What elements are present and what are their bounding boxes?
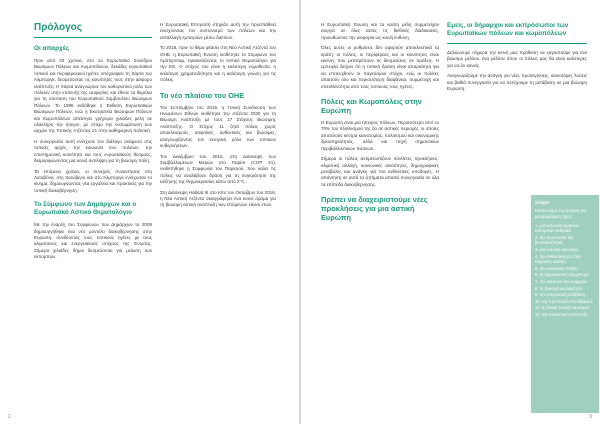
- list-item: 1. μια κοινωνία χαμηλών εκπομπών άνθρακα: [535, 222, 580, 234]
- left-column-1: [34, 0, 152, 265]
- list-item: 11. τη δίκαιη τοπική οικονομία: [535, 305, 589, 311]
- paragraph: Η συνεργασία αυτή ενίσχυσε τον διάλογο ανάμεσα στις τοπικές αρχές, την κοινωνία των πολιτών, την επιστημονική κοινότητα και τους ευρωπαϊκούς θεσμούς, διαμορφώνοντας μια κοινή αντίληψη για τη βιώσιμη πόλη.: [34, 138, 152, 164]
- section-heading: Εμείς, οι δήμαρχοι και εκπρόσωποι των Ευρωπαϊκών πόλεων και κωμοπόλεων: [447, 22, 569, 37]
- paragraph: Τον Δεκέμβριο του 2015, στη Διάσκεψη των Συμβαλλομένων Μερών στο Παρίσι (COP 21), υιοθετήθηκε η Συμφωνία του Παρισιού, που καλεί τις πόλεις να αναλάβουν δράση για τη συγκράτηση της αύξησης της θερμοκρασίας κάτω από 2°C.: [160, 153, 276, 185]
- paragraph: Όλες αυτές οι ρυθμίσεις δεν αφορούν αποκλειστικά τα κράτη: οι πόλεις, οι περιφέρειες και οι κοινότητες είναι εκείνες που μετατρέπουν τις δεσμεύσεις σε πράξεις. Η εμπειρία δείχνει ότι η τοπική δράση είναι απαραίτητη για να επιτευχθούν οι παγκόσμιοι στόχοι, ενώ οι πολίτες απαιτούν όλο και περισσότερη διαφάνεια, συμμετοχή και υπευθυνότητα από τους τοπικούς τους ηγέτες.: [321, 45, 439, 89]
- paragraph: Δηλώνουμε σήμερα την κοινή μας πρόθεση να εργαστούμε για ένα βιώσιμο μέλλον, ένα μέλλον όπου οι πόλεις μας θα είναι καλύτερες για να ζει κανείς.: [447, 50, 587, 68]
- paragraph: Το 2016, πριν το θέμα φτάσει στη Νέα Αστική Ατζέντα του ΟΗΕ, η Ευρωπαϊκή Ένωση υιοθέτησε το Σύμφωνο του Άμστερνταμ, εγκαινιάζοντας το Αστικό Θεματολόγιο για την ΕΕ. Ο στόχος του είναι η καλύτερη νομοθεσία, η καλύτερη χρηματοδότηση και η καλύτερη γνώση για τις πόλεις.: [160, 45, 276, 83]
- right-column-2: [447, 22, 587, 96]
- list-item: 8. τη βιώσιμη κινητικότητα: [535, 285, 583, 291]
- list-item: 2. την προστασία της βιοποικιλότητας: [535, 234, 574, 246]
- section-heading: Το νέο πλαίσιο του ΟΗΕ: [160, 90, 245, 100]
- list-item: 5. την κοινωνική ένταξη: [535, 265, 578, 271]
- list-item: 9. την ενεργειακή μετάβαση: [535, 292, 585, 298]
- right-column-1: [321, 22, 439, 227]
- page-number: 2: [8, 414, 11, 420]
- paragraph: Στη Διάσκεψη Habitat III στο Κίτο τον Οκτώβριο του 2016, η Νέα Αστική Ατζέντα σκιαγράφησε ένα κοινό όραμα για τη βιώσιμη αστική ανάπτυξη των επόμενων είκοσι ετών.: [160, 189, 276, 208]
- sidebar-intro: Κατανοούμε την ανάγκη για μεταρρύθμιση προς:: [535, 208, 586, 219]
- heading-rule: [447, 43, 587, 44]
- paragraph: Τα επόμενα χρόνια, οι συνεχείς συναντήσεις στη Λισαβόνα, στη Χανόβερο και στο Άλμποργκ ενίσχυσαν το κίνημα, δημιουργώντας νέα εργαλεία και πρακτικές για την τοπική διακυβέρνηση.: [34, 168, 152, 193]
- paragraph: Τον Σεπτέμβριο του 2015, η Γενική Συνέλευση των Ηνωμένων Εθνών υιοθέτησε την Ατζέντα 2030 για τη Βιώσιμη Ανάπτυξη με τους 17 Στόχους Βιώσιμης Ανάπτυξης. Ο Στόχος 11 ζητά πόλεις χωρίς αποκλεισμούς, ασφαλείς, ανθεκτικές και βιώσιμες, αναγνωρίζοντας τον κεντρικό ρόλο των τοπικών κυβερνήσεων.: [160, 104, 276, 149]
- list-item: 4. την ανθεκτικότητα στην κλιματική αλλαγή: [535, 253, 582, 265]
- page-number: 3: [589, 414, 592, 420]
- title-rule: [34, 37, 152, 38]
- left-page: [0, 0, 299, 424]
- section-heading: Πρέπει να διαχειριστούμε νέες προκλήσεις για μια αστική Ευρώπη: [321, 195, 428, 223]
- paragraph: Με την έναρξη του Συμφώνου των Δημάρχων το 2008 δημιουργήθηκε ένα νέο μοντέλο διακυβέρνησης στην Ευρώπη, συνδέοντας τους τοπικούς ηγέτες με τους κλιματικούς και ενεργειακούς στόχους της Ένωσης. Σήμερα χιλιάδες δήμοι δεσμεύονται για μείωση των εκπομπών.: [34, 222, 152, 260]
- paragraph: Η Ευρωπαϊκή Ένωση και τα κράτη μέλη συμμετείχαν ενεργά σε όλες αυτές τις διεθνείς διαδικασίες, προωθώντας την αειφορία ως κοινή ευθύνη.: [321, 22, 439, 40]
- paragraph: Αναγνωρίζουμε την ανάγκη για νέες προσεγγίσεις, καινοτόμες λύσεις και βαθιά συνεργασία για να πετύχουμε τη μετάβαση σε μια βιώσιμη Ευρώπη.: [447, 73, 587, 92]
- section-heading: Πόλεις και Κωμοπόλεις στην Ευρώπη: [321, 97, 422, 116]
- page-title: Πρόλογος: [34, 22, 82, 33]
- sidebar-heading: Στόχοι: [535, 200, 549, 205]
- list-item: 3. μια κυκλική οικονομία: [535, 246, 579, 252]
- paragraph: Η Ευρωπαϊκή Επιτροπή στηρίζει αυτή την προσπάθεια ενισχύοντας τον συντονισμό των πόλεων και την ανταλλαγή εμπειριών μέσω δικτύων.: [160, 22, 276, 40]
- list-item: 12. την πολιτιστική ανάπτυξη: [535, 311, 588, 317]
- section-heading: Οι απαρχές: [34, 45, 69, 52]
- list-item: 7. την υγεία και την ευημερία: [535, 278, 587, 284]
- paragraph: Η Ευρώπη είναι μια ήπειρος πόλεων. Περισσότερο από το 70% του πληθυσμού της ζει σε αστικές περιοχές, οι οποίες αποτελούν κέντρα καινοτομίας, πολιτισμού και οικονομικής δραστηριότητας, αλλά και πηγή σημαντικών περιβαλλοντικών πιέσεων.: [321, 120, 439, 151]
- paragraph: Σήμερα οι πόλεις αντιμετωπίζουν σύνθετες προκλήσεις: κλιματική αλλαγή, κοινωνικές ανισότητες, δημογραφικές μεταβολές και ανάγκη για πιο ανθεκτικές υποδομές. Η απάντηση σε αυτά τα ζητήματα απαιτεί συνεργασία σε όλα τα επίπεδα διακυβέρνησης.: [321, 156, 439, 187]
- list-item: 6. τη δημοκρατική συμμετοχή: [535, 272, 588, 278]
- paragraph: Πριν από 20 χρόνια, στο 1ο Ευρωπαϊκό Συνέδριο Βιώσιμων Πόλεων και Κωμοπόλεων, δεκάδες ευρωπαϊκοί τοπικοί και περιφερειακοί ηγέτες υπέγραψαν τη Χάρτα του Άλμποργκ, δεσμεύοντας τις κοινότητές τους στην αειφόρο ανάπτυξη. Η Χάρτα αναγνώρισε τον καθοριστικό ρόλο των πόλεων στην επίτευξη της αειφορίας και έθεσε τα θεμέλια για τη σύσταση του Ευρωπαϊκού Συμβουλίου Βιώσιμων Πόλεων. Το 1996 εκδόθηκε η Έκθεση Ευρωπαϊκών Βιώσιμων Πόλεων, ενώ η Εκστρατεία Βιώσιμων Πόλεων και Κωμοπόλεων απέκτησε γρήγορα χιλιάδες μέλη σε ολόκληρη την ήπειρο, με στόχο την ενσωμάτωση των αρχών της Τοπικής Ατζέντας 21 στην καθημερινή πολιτική.: [34, 58, 152, 134]
- goals-sidebar: [531, 195, 599, 413]
- left-column-2: [160, 22, 276, 213]
- list-item: 10. την προστασία του εδάφους: [535, 298, 593, 304]
- section-heading: Το Σύμφωνο των Δημάρχων και ο Ευρωπαϊκό Αστικό Θεματολόγιο: [34, 201, 137, 217]
